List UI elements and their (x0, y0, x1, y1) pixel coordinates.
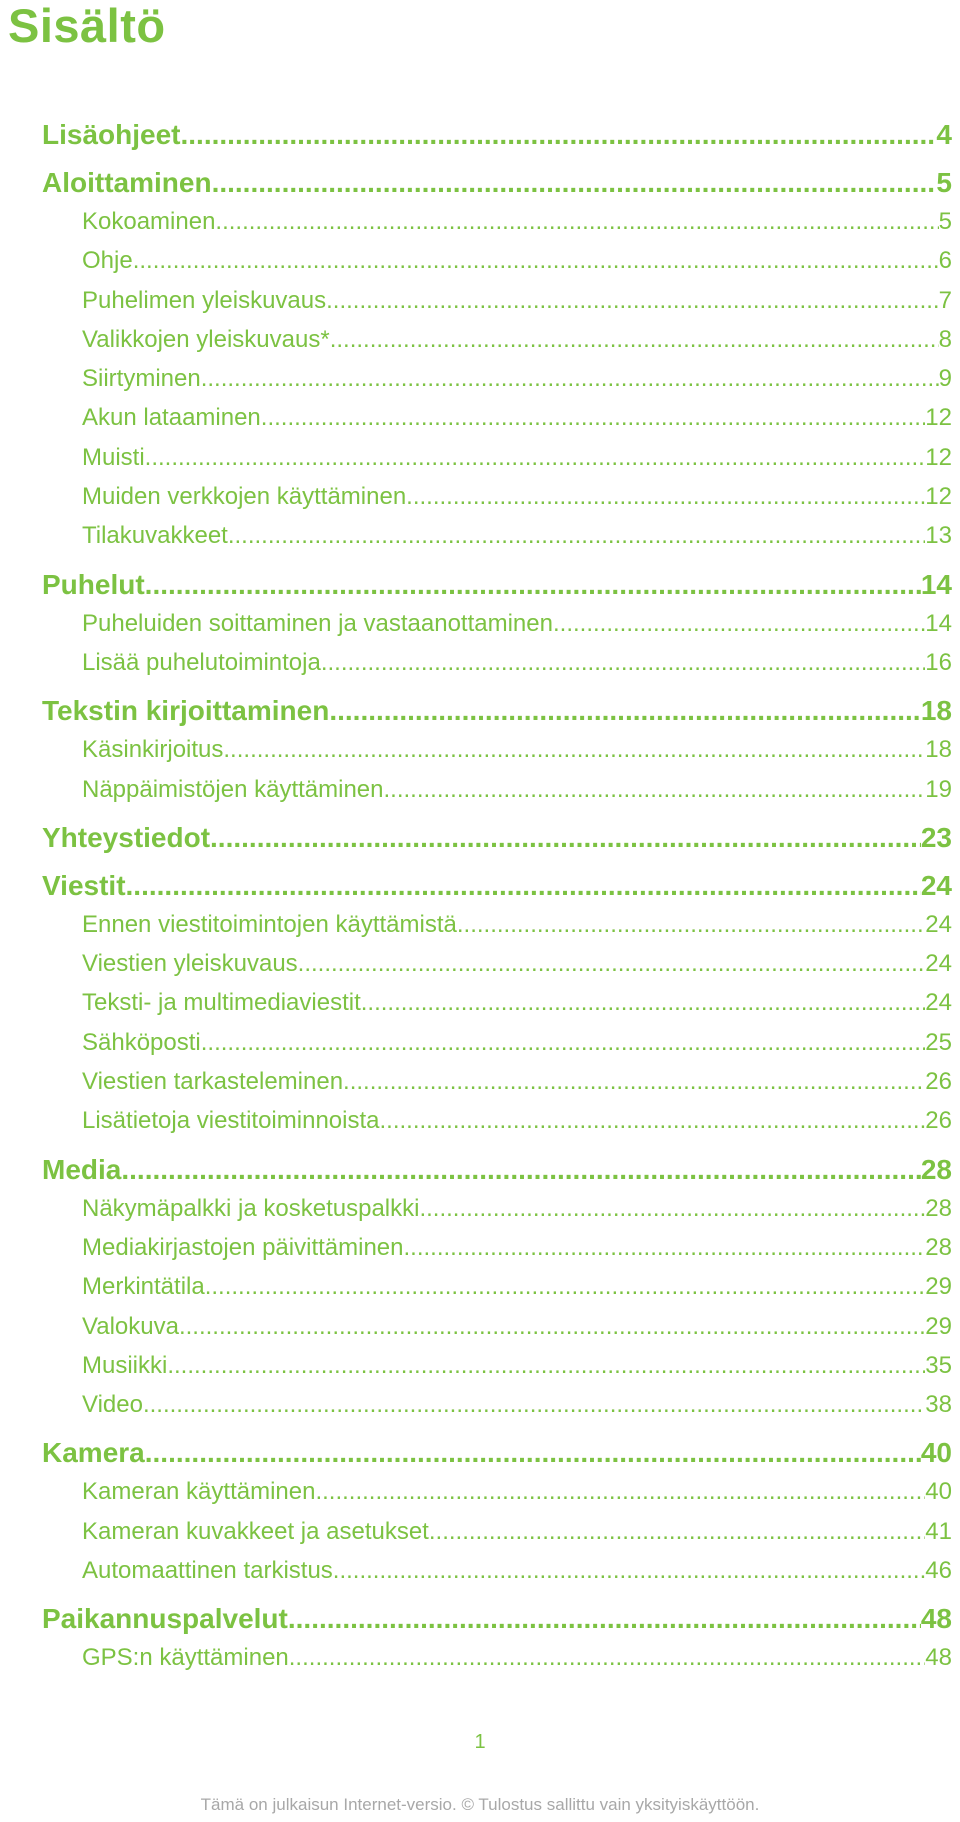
toc-entry-page: 12 (925, 443, 952, 471)
toc-entry-label: Muisti (82, 443, 145, 471)
toc-entry-label: Ennen viestitoimintojen käyttämistä (82, 910, 457, 938)
toc-dot-leader (145, 566, 921, 604)
toc-dot-leader (228, 516, 925, 555)
toc-section[interactable] (42, 281, 952, 320)
toc-entry-label: Valikkojen yleiskuvaus* (82, 325, 330, 353)
toc-dot-leader (210, 819, 921, 857)
toc-entry-label: Puhelut (42, 568, 145, 600)
toc-entry-page: 12 (925, 404, 952, 432)
toc-section[interactable] (42, 516, 952, 555)
toc-chapter[interactable] (42, 1434, 952, 1472)
toc-section[interactable] (42, 398, 952, 437)
toc-dot-leader (406, 477, 925, 516)
toc-section[interactable] (42, 438, 952, 477)
toc-section[interactable] (42, 1062, 952, 1101)
toc-entry-label: Video (82, 1391, 143, 1419)
toc-section[interactable] (42, 983, 952, 1022)
toc-entry-page: 28 (925, 1233, 952, 1261)
toc-dot-leader (333, 1551, 926, 1590)
toc-section[interactable] (42, 1512, 952, 1551)
toc-entry-label: Näkymäpalkki ja kosketuspalkki (82, 1194, 420, 1222)
toc-entry-label: Teksti- ja multimediaviestit (82, 989, 361, 1017)
toc-dot-leader (145, 438, 926, 477)
footer-note: Tämä on julkaisun Internet-versio. © Tulostus sallittu vain yksityiskäyttöön. (200, 1795, 760, 1814)
toc-entry-page: 14 (925, 609, 952, 637)
toc-entry-label: Mediakirjastojen päivittäminen (82, 1233, 404, 1261)
toc-entry-label: Valokuva (82, 1312, 179, 1340)
toc-section[interactable] (42, 1267, 952, 1306)
toc-dot-leader (326, 281, 939, 320)
toc-dot-leader (126, 867, 921, 905)
toc-entry-page: 18 (920, 695, 952, 727)
toc-dot-leader (343, 1062, 925, 1101)
toc-entry-page: 24 (925, 989, 952, 1017)
toc-entry-label: Kamera (42, 1437, 145, 1469)
toc-entry-page: 4 (936, 119, 952, 150)
toc-entry-page: 46 (925, 1557, 952, 1585)
toc-section[interactable] (42, 1385, 952, 1424)
toc-entry-page: 6 (938, 247, 952, 275)
toc-dot-leader (419, 1189, 925, 1228)
toc-entry-page: 25 (925, 1028, 952, 1056)
toc-section[interactable] (42, 643, 952, 682)
toc-entry-page: 48 (925, 1644, 952, 1672)
toc-section[interactable] (42, 730, 952, 769)
toc-entry-page: 28 (925, 1194, 952, 1222)
toc-entry-page: 16 (925, 648, 952, 676)
toc-entry-label: Viestien yleiskuvaus (82, 950, 298, 978)
toc-section[interactable] (42, 1346, 952, 1385)
toc-entry-page: 28 (920, 1153, 952, 1185)
toc-entry-label: Muiden verkkojen käyttäminen (82, 483, 407, 511)
toc-section[interactable] (42, 1101, 952, 1140)
toc-entry-label: Puhelimen yleiskuvaus (82, 286, 327, 314)
toc-entry-label: Tekstin kirjoittaminen (42, 695, 330, 727)
toc-entry-page: 7 (938, 286, 952, 314)
toc-entry-page: 38 (925, 1391, 952, 1419)
toc-entry-label: Lisää puhelutoimintoja (82, 648, 321, 676)
toc-chapter[interactable] (42, 867, 952, 905)
toc-entry-label: Puheluiden soittaminen ja vastaanottaminen (82, 609, 553, 637)
toc-dot-leader (180, 116, 936, 154)
toc-entry-label: Viestien tarkasteleminen (82, 1068, 344, 1096)
toc-entry-page: 29 (925, 1312, 952, 1340)
toc-dot-leader (429, 1512, 925, 1551)
toc-entry-label: Näppäimistöjen käyttäminen (82, 775, 384, 803)
toc-entry-page: 19 (925, 775, 952, 803)
toc-entry-label: Tilakuvakkeet (82, 522, 228, 550)
toc-dot-leader (261, 398, 926, 437)
toc-entry-page: 5 (936, 167, 952, 198)
toc-section[interactable] (42, 477, 952, 516)
toc-entry-page: 13 (925, 522, 952, 550)
toc-dot-leader (145, 1434, 921, 1472)
toc-section[interactable] (42, 604, 952, 643)
toc-entry-page: 24 (925, 910, 952, 938)
toc-dot-leader (215, 202, 938, 241)
toc-entry-label: Paikannuspalvelut (42, 1603, 288, 1635)
toc-entry-page: 23 (920, 821, 952, 853)
toc-entry-page: 29 (925, 1273, 952, 1301)
toc-entry-page: 5 (938, 208, 952, 235)
toc-dot-leader (288, 1600, 921, 1638)
toc-dot-leader (379, 1101, 925, 1140)
toc-entry-page: 24 (920, 869, 952, 901)
toc-entry-label: Merkintätila (82, 1273, 205, 1301)
toc-entry-label: Lisäohjeet (42, 119, 181, 150)
toc-chapter[interactable] (42, 566, 952, 604)
toc-entry-page: 18 (925, 736, 952, 764)
toc-entry-label: Akun lataaminen (82, 404, 261, 432)
toc-entry-page: 24 (925, 950, 952, 978)
toc-dot-leader (298, 944, 926, 983)
toc-dot-leader (205, 1267, 926, 1306)
toc-dot-leader (223, 730, 925, 769)
toc-dot-leader (330, 320, 939, 359)
toc-chapter[interactable] (42, 819, 952, 857)
toc-entry-label: Automaattinen tarkistus (82, 1557, 333, 1585)
toc-dot-leader (201, 1023, 926, 1062)
toc-dot-leader (404, 1228, 926, 1267)
toc-entry-label: Yhteystiedot (42, 821, 211, 853)
toc-section[interactable] (42, 1189, 952, 1228)
page-number: 1 (474, 1731, 486, 1753)
toc-entry-label: Kameran käyttäminen (82, 1478, 316, 1506)
toc-entry-label: Viestit (42, 869, 126, 901)
toc-entry-label: Lisätietoja viestitoiminnoista (82, 1107, 380, 1135)
toc-entry-page: 40 (920, 1437, 952, 1469)
toc-dot-leader (212, 164, 937, 202)
toc-entry-page: 9 (938, 365, 952, 393)
toc-entry-page: 48 (920, 1603, 952, 1635)
toc-section[interactable] (42, 1551, 952, 1590)
toc-dot-leader (315, 1472, 925, 1511)
toc-chapter[interactable] (42, 1600, 952, 1638)
toc-section[interactable] (42, 320, 952, 359)
toc-section[interactable] (42, 1023, 952, 1062)
toc-entry-label: Sähköposti (82, 1028, 201, 1056)
toc-entry-label: Musiikki (82, 1351, 168, 1379)
toc-section[interactable] (42, 202, 952, 241)
toc-dot-leader (121, 1151, 920, 1189)
toc-chapter[interactable] (42, 692, 952, 730)
toc-entry-label: Kameran kuvakkeet ja asetukset (82, 1517, 429, 1545)
toc-section[interactable] (42, 770, 952, 809)
toc-section[interactable] (42, 944, 952, 983)
toc-dot-leader (384, 770, 926, 809)
toc-entry-page: 40 (925, 1478, 952, 1506)
toc-entry-label: Aloittaminen (42, 167, 212, 198)
toc-chapter[interactable] (42, 1151, 952, 1189)
toc-dot-leader (167, 1346, 925, 1385)
toc-entry-page: 26 (925, 1068, 952, 1096)
toc-dot-leader (553, 604, 925, 643)
toc-entry-page: 41 (925, 1517, 952, 1545)
toc-entry-label: Käsinkirjoitus (82, 736, 224, 764)
toc-section[interactable] (42, 359, 952, 398)
toc-entry-label: Siirtyminen (82, 365, 201, 393)
toc-entry-page: 14 (920, 568, 952, 600)
toc-entry-label: GPS:n käyttäminen (82, 1644, 289, 1672)
toc-dot-leader (329, 692, 921, 730)
toc-chapter[interactable] (42, 116, 952, 154)
page-title: Sisältö (8, 0, 166, 52)
toc-section[interactable] (42, 1472, 952, 1511)
toc-entry-page: 26 (925, 1107, 952, 1135)
toc-dot-leader (143, 1385, 925, 1424)
toc-section[interactable] (42, 905, 952, 944)
toc-entry-page: 8 (938, 325, 952, 353)
toc-section[interactable] (42, 1307, 952, 1346)
toc-entry-label: Ohje (82, 247, 133, 275)
toc-dot-leader (289, 1638, 926, 1677)
toc-dot-leader (321, 643, 925, 682)
toc-entry-label: Kokoaminen (82, 208, 216, 235)
toc-dot-leader (361, 983, 926, 1022)
toc-dot-leader (133, 241, 939, 280)
toc-chapter[interactable] (42, 164, 952, 202)
toc-dot-leader (201, 359, 939, 398)
table-of-contents (42, 116, 952, 1678)
toc-entry-label: Media (42, 1153, 122, 1185)
toc-section[interactable] (42, 241, 952, 280)
toc-dot-leader (179, 1307, 925, 1346)
toc-section[interactable] (42, 1228, 952, 1267)
toc-entry-page: 35 (925, 1351, 952, 1379)
toc-section[interactable] (42, 1638, 952, 1677)
toc-dot-leader (457, 905, 925, 944)
toc-entry-page: 12 (925, 483, 952, 511)
